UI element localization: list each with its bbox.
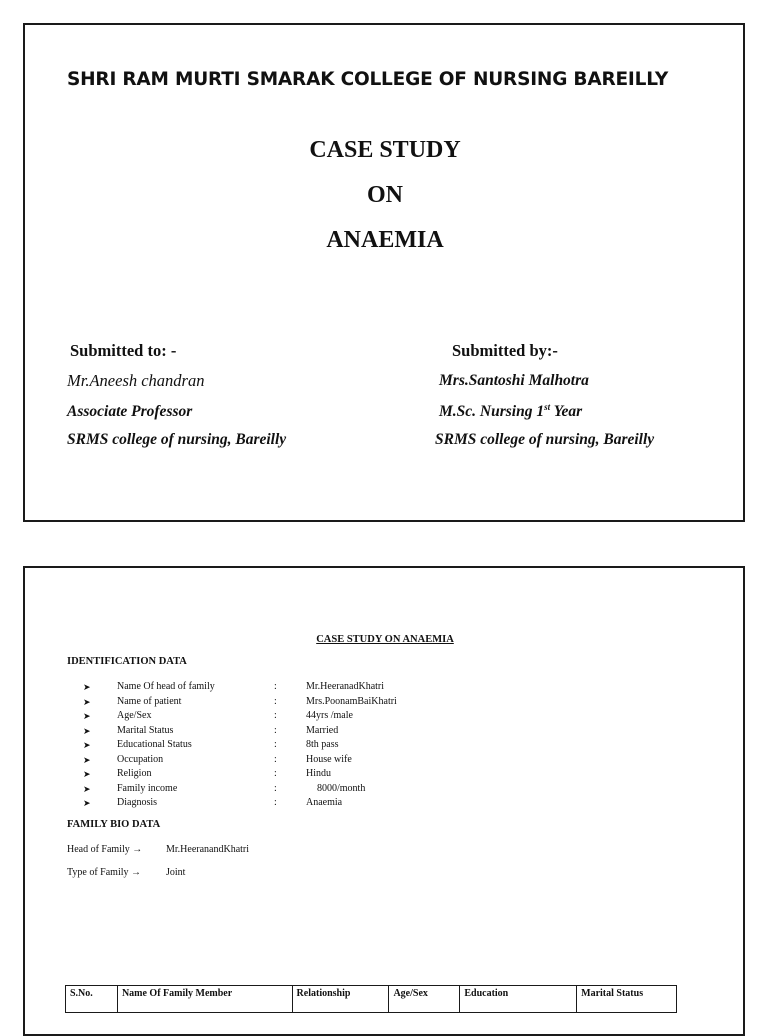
head-of-family-value: Mr.HeeranandKhatri [166, 844, 250, 855]
head-of-family-label: Head of Family → [67, 844, 143, 855]
table-header-cell: S.No. [66, 986, 118, 1013]
submitted-to-heading: Submitted to: - [70, 341, 177, 360]
identification-row [67, 767, 667, 782]
id-label: Religion [117, 768, 152, 779]
colon: : [274, 797, 277, 808]
id-label: Family income [117, 782, 178, 794]
identification-list [67, 680, 667, 811]
colon: : [274, 695, 277, 707]
identification-row [67, 695, 667, 710]
id-label: Diagnosis [117, 797, 157, 808]
id-value: 8th pass [306, 739, 339, 750]
title-line-2: ON [367, 182, 403, 208]
id-label: Name Of head of family [117, 681, 215, 692]
id-label: Educational Status [117, 739, 192, 750]
id-value: Hindu [306, 768, 331, 779]
submitted-to-name: Mr.Aneesh chandran [67, 371, 205, 390]
colon: : [274, 681, 277, 692]
case-study-title: CASE STUDY ON ANAEMIA [316, 634, 454, 645]
id-label: Occupation [117, 753, 164, 765]
course-prefix: M.Sc. Nursing 1 [439, 403, 545, 420]
arrow-bullet-icon: ➤ [83, 798, 91, 808]
id-value: Mr.HeeranadKhatri [306, 681, 385, 692]
colon: : [274, 739, 277, 750]
identification-heading: IDENTIFICATION DATA [67, 656, 187, 667]
id-label: Name of patient [117, 695, 182, 707]
table-header-cell: Relationship [292, 986, 389, 1013]
submitted-by-course [439, 402, 582, 421]
id-value: Married [306, 724, 339, 736]
table-header-cell: Age/Sex [389, 986, 460, 1013]
submitted-by-heading: Submitted by:- [452, 341, 558, 360]
course-superscript: st [544, 402, 551, 412]
arrow-bullet-icon: ➤ [83, 740, 91, 750]
arrow-bullet-icon: ➤ [83, 696, 91, 707]
course-suffix: Year [550, 403, 583, 420]
identification-row [67, 753, 667, 768]
arrow-bullet-icon: ➤ [83, 754, 91, 765]
id-value: 8000/month [317, 782, 366, 794]
colon: : [274, 753, 277, 765]
title-line-3: ANAEMIA [326, 227, 444, 253]
identification-row [67, 782, 667, 797]
table-header-row [66, 986, 677, 1013]
family-bio-heading: FAMILY BIO DATA [67, 819, 161, 830]
submitted-to-designation: Associate Professor [67, 403, 193, 420]
id-value: Anaemia [306, 797, 343, 808]
table-header-cell: Name Of Family Member [117, 986, 292, 1013]
arrow-bullet-icon: ➤ [83, 783, 91, 794]
submitted-by-institution: SRMS college of nursing, Bareilly [435, 431, 655, 448]
table-header-cell: Marital Status [577, 986, 677, 1013]
arrow-bullet-icon: ➤ [83, 711, 91, 721]
submitted-by-name: Mrs.Santoshi Malhotra [439, 372, 589, 389]
id-label: Marital Status [117, 724, 174, 736]
type-of-family-value: Joint [166, 867, 186, 878]
identification-row [67, 709, 667, 724]
arrow-bullet-icon: ➤ [83, 682, 91, 692]
identification-row [67, 724, 667, 739]
identification-row [67, 680, 667, 695]
type-of-family-label: Type of Family → [67, 867, 142, 878]
id-value: House wife [306, 753, 352, 765]
table-header-cell: Education [460, 986, 577, 1013]
college-name: SHRI RAM MURTI SMARAK COLLEGE OF NURSING BAREILLY [67, 69, 669, 90]
id-label: Age/Sex [117, 710, 152, 721]
submitted-to-institution: SRMS college of nursing, Bareilly [67, 431, 287, 448]
identification-row [67, 738, 667, 753]
case-study-page [23, 566, 745, 1036]
title-line-1: CASE STUDY [309, 137, 461, 163]
id-value: Mrs.PoonamBaiKhatri [306, 695, 397, 707]
colon: : [274, 710, 277, 721]
arrow-bullet-icon: ➤ [83, 725, 91, 736]
cover-page [23, 23, 745, 522]
id-value: 44yrs /male [306, 710, 353, 721]
identification-row [67, 796, 667, 811]
arrow-bullet-icon: ➤ [83, 769, 91, 779]
colon: : [274, 768, 277, 779]
colon: : [274, 782, 277, 794]
family-members-table [65, 985, 677, 1013]
colon: : [274, 724, 277, 736]
